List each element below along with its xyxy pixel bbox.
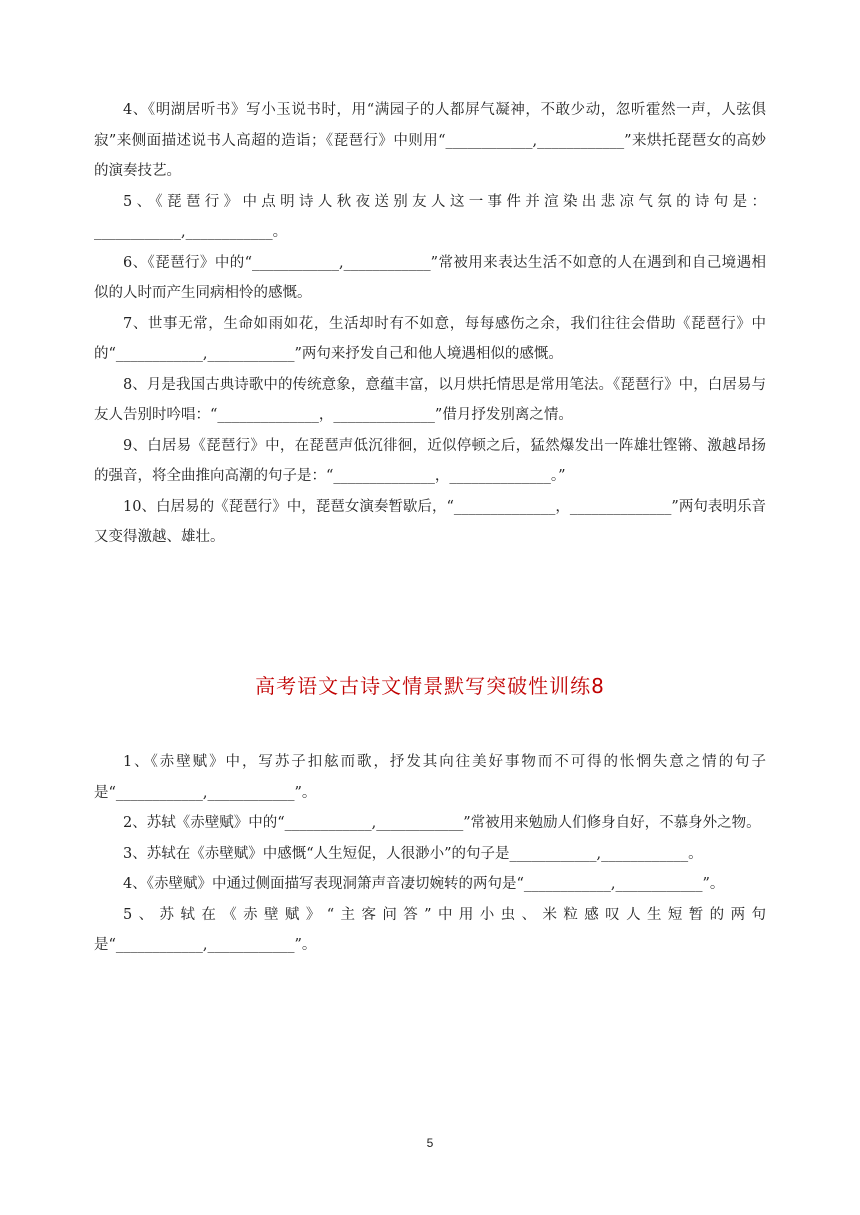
question-item: 3、苏轼在《赤壁赋》中感慨“人生短促，人很渺小”的句子是____________,____________。 (123, 845, 703, 862)
section-2-questions (94, 747, 766, 961)
question-item: 4、《赤壁赋》中通过侧面描写表现洞箫声音凄切婉转的两句是“____________,____________”。 (123, 876, 725, 892)
question-item: 8、月是我国古典诗歌中的传统意象，意蕴丰富，以月烘托情思是常用笔法。《琵琶行》中，白居易与友人告别时吟唱：“______________，______________”借月抒发别离之情。 (94, 376, 766, 423)
question-item: 9、白居易《琵琶行》中，在琵琶声低沉徘徊，近似停顿之后，猛然爆发出一阵雄壮铿锵、激越昂扬的强音，将全曲推向高潮的句子是：“______________，______________。” (94, 437, 766, 484)
question-item: 1、《赤壁赋》中，写苏子扣舷而歌，抒发其向往美好事物而不可得的怅惘失意之情的句子是“____________,____________”。 (94, 754, 766, 801)
question-item: 6、《琵琶行》中的“____________,____________”常被用来表达生活不如意的人在遇到和自己境遇相似的人时而产生同病相怜的感慨。 (94, 254, 766, 301)
section-1-questions (94, 95, 766, 553)
page-number: 5 (426, 1136, 434, 1150)
question-item: 7、世事无常，生命如雨如花，生活却时有不如意，每每感伤之余，我们往往会借助《琵琶行》中的“____________,____________”两句来抒发自己和他人境遇相似的感慨。 (94, 315, 766, 362)
question-item: 2、苏轼《赤壁赋》中的“____________,____________”常被用来勉励人们修身自好，不慕身外之物。 (123, 815, 761, 831)
question-item: 10、白居易的《琵琶行》中，琵琶女演奏暂歇后，“______________，______________”两句表明乐音又变得激越、雄壮。 (94, 498, 766, 545)
question-item: 5、苏轼在《赤壁赋》“主客问答”中用小虫、米粒感叹人生短暂的两句是“____________,____________”。 (94, 906, 766, 953)
question-item: 4、《明湖居听书》写小玉说书时，用“满园子的人都屏气凝神，不敢少动，忽听霍然一声，人弦俱寂”来侧面描述说书人高超的造诣；《琵琶行》中则用“____________,____________”来烘托琵琶女的高妙的演奏技艺。 (94, 102, 766, 179)
section-title: 高考语文古诗文情景默写突破性训练8 (255, 674, 605, 698)
question-item: 5、《琵琶行》中点明诗人秋夜送别友人这一事件并渲染出悲凉气氛的诗句是：____________,____________。 (94, 193, 766, 240)
